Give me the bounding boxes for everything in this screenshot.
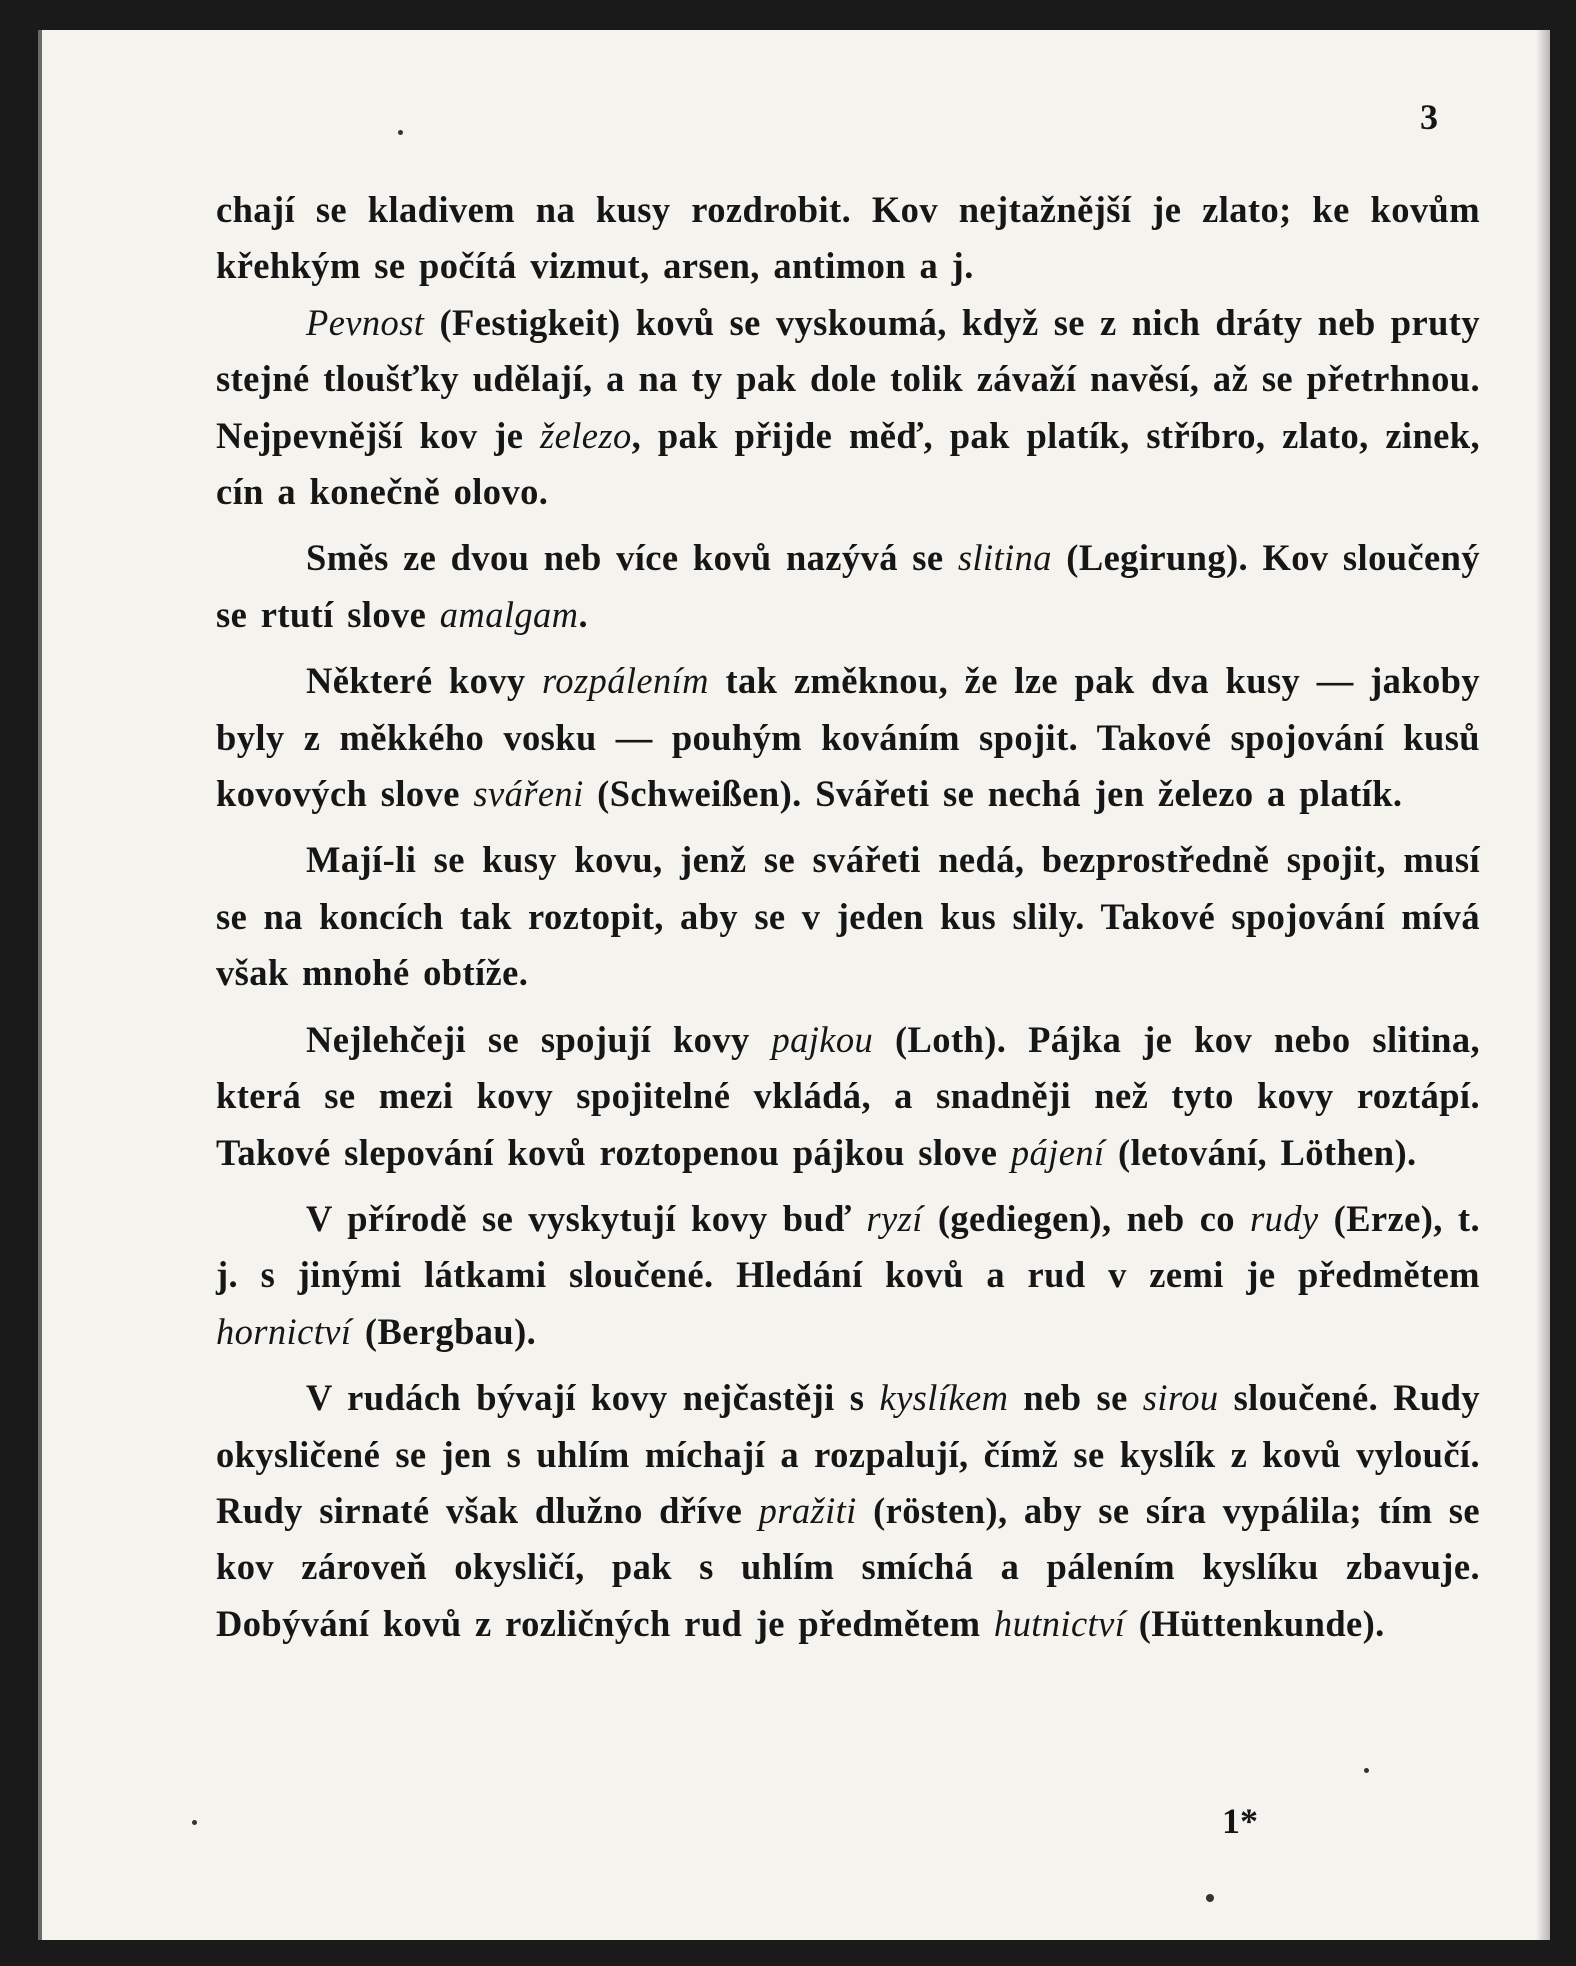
text-run: V přírodě se vyskytují kovy buď (306, 1197, 867, 1239)
page-edge-shadow (1536, 30, 1550, 1940)
text-run: sloučené. Rudy okysličené se jen s uhlím míchají a rozpalují, čímž se kyslík z kovů vyloučí. Rudy sirnaté však dlužno dříve (216, 1377, 1480, 1531)
paragraph (216, 832, 1480, 1001)
text-run: Některé kovy (306, 660, 543, 702)
emphasized-term: rudy (1250, 1197, 1319, 1239)
paragraph (216, 1191, 1480, 1360)
paragraph (216, 1012, 1480, 1181)
emphasized-term: rozpálením (542, 660, 709, 702)
text-run: (rösten), aby se síra vypálila; tím se kov zároveň okysličí, pak s uhlím smíchá a pálením kyslíku zbavuje. Dobývání kovů z rozličných rud je předmětem (216, 1489, 1480, 1644)
paragraph-spacer (216, 1181, 1480, 1191)
text-run: , pak přijde měď, pak platík, stříbro, zlato, zinek, cín a konečně olovo. (216, 414, 1480, 513)
emphasized-term: pajkou (771, 1018, 874, 1060)
emphasized-term: Pevnost (306, 301, 425, 343)
text-run: (letování, Löthen). (1104, 1131, 1417, 1173)
emphasized-term: hornictví (216, 1310, 352, 1352)
emphasized-term: amalgam (439, 593, 579, 635)
text-run: V rudách bývají kovy nejčastěji s (306, 1377, 880, 1419)
emphasized-term: kyslíkem (879, 1377, 1009, 1419)
text-run: Směs ze dvou neb více kovů nazývá se (306, 537, 958, 579)
print-speck (398, 130, 403, 135)
text-run: (Legirung). Kov sloučený se rtutí slove (216, 537, 1480, 635)
text-run: (gediegen), neb co (922, 1197, 1251, 1239)
paragraph-spacer (216, 520, 1480, 530)
text-run: (Loth). Pájka je kov nebo slitina, která se mezi kovy spojitelné vkládá, a snadněji než tyto kovy roztápí. Takové slepování kovů roztopenou pájkou slove (216, 1018, 1481, 1173)
text-run: Mají-li se kusy kovu, jenž se svářeti nedá, bezprostředně spojit, musí se na koncích tak roztopit, aby se v jeden kus slily. Takové spojování mívá však mnohé obtíže. (216, 839, 1480, 994)
emphasized-term: pražiti (758, 1489, 857, 1531)
text-run: (Hüttenkunde). (1125, 1602, 1385, 1644)
text-run: Nejlehčeji se spojují kovy (306, 1018, 772, 1060)
text-run: (Festigkeit) kovů se vyskoumá, když se z nich dráty neb pruty stejné tloušťky udělají, a na ty pak dole tolik závaží navěsí, až se přetrhnou. Nejpevnější kov je (216, 301, 1480, 456)
emphasized-term: ryzí (866, 1197, 923, 1239)
text-run: neb se (1008, 1377, 1143, 1419)
signature-mark: 1* (1222, 1801, 1258, 1841)
paragraph-spacer (216, 643, 1480, 653)
text-run: (Bergbau). (351, 1310, 537, 1352)
text-run: (Erze), t. j. s jinými látkami sloučené. Hledání kovů a rud v zemi je předmětem (216, 1197, 1480, 1296)
text-run: chají se kladivem na kusy rozdrobit. Kov nejtažnější je zlato; ke kovům křehkým se počítá vizmut, arsen, antimon a j. (216, 189, 1480, 287)
text-run: (Schweißen). Svářeti se nechá jen železo a platík. (583, 773, 1403, 815)
paragraph-spacer (216, 1002, 1480, 1012)
book-page (38, 30, 1550, 1940)
paragraph (216, 653, 1480, 822)
emphasized-term: hutnictví (993, 1602, 1126, 1644)
paragraph (216, 1370, 1480, 1652)
print-speck (1206, 1894, 1214, 1902)
paragraph (216, 530, 1480, 643)
paragraph-spacer (216, 1360, 1480, 1370)
text-run: tak změknou, že lze pak dva kusy — jakoby byly z měkkého vosku — pouhým kováním spojit. Takové spojování kusů kovových slove (216, 660, 1480, 815)
paragraph (216, 295, 1480, 521)
print-speck (192, 1820, 197, 1825)
paragraph (216, 182, 1480, 295)
emphasized-term: železo (540, 414, 632, 456)
print-speck (1364, 1768, 1369, 1773)
emphasized-term: sirou (1142, 1377, 1219, 1419)
emphasized-term: pájení (1010, 1131, 1105, 1173)
body-text (216, 182, 1480, 1652)
paragraph-spacer (216, 822, 1480, 832)
emphasized-term: svářeni (473, 773, 584, 815)
text-run: . (578, 593, 588, 635)
emphasized-term: slitina (957, 537, 1052, 579)
page-number: 3 (1420, 97, 1438, 137)
